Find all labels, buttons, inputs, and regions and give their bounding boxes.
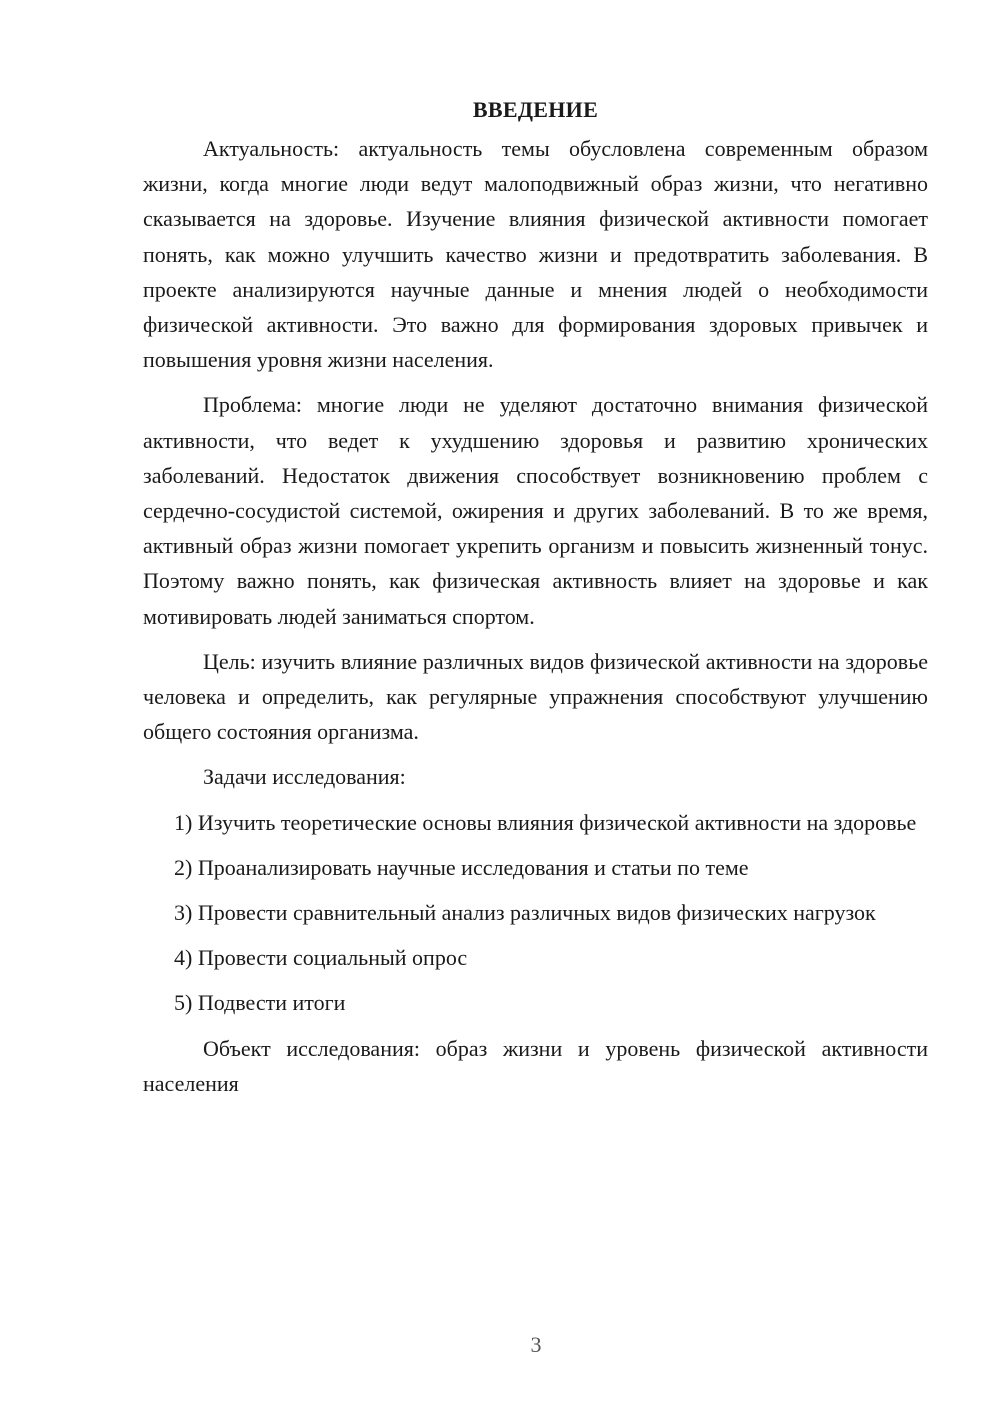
task-item-5: 5) Подвести итоги xyxy=(174,990,346,1016)
tasks-heading: Задачи исследования: xyxy=(203,764,406,790)
relevance-paragraph: Актуальность: актуальность темы обусловлена современным образом жизни, когда многие люди ведут малоподвижный образ жизни, что негативно сказывается на здоровье. Изучение влияния физической активности помогает понять, как можно улучшить качество жизни и предотвратить заболевания. В проекте анализируются научные данные и мнения людей о необходимости физической активности. Это важно для формирования здоровых привычек и повышения уровня жизни населения. xyxy=(143,136,928,373)
task-item-3: 3) Провести сравнительный анализ различных видов физических нагрузок xyxy=(174,900,876,926)
task-item-4: 4) Провести социальный опрос xyxy=(174,945,468,971)
page-title: ВВЕДЕНИЕ xyxy=(472,97,599,122)
page-number: 3 xyxy=(530,1332,542,1357)
goal-paragraph: Цель: изучить влияние различных видов физической активности на здоровье человека и определить, как регулярные упражнения способствуют улучшению общего состояния организма. xyxy=(143,648,928,745)
object-paragraph: Объект исследования: образ жизни и уровень физической активности населения xyxy=(143,1035,928,1096)
problem-paragraph: Проблема: многие люди не уделяют достаточно внимания физической активности, что ведет к ухудшению здоровья и развитию хронических заболеваний. Недостаток движения способствует возникновению проблем с сердечно-сосудистой системой, ожирения и других заболеваний. В то же время, активный образ жизни помогает укрепить организм и повысить жизненный тонус. Поэтому важно понять, как физическая активность влияет на здоровье и как мотивировать людей заниматься спортом. xyxy=(143,392,928,629)
task-item-1: 1) Изучить теоретические основы влияния физической активности на здоровье xyxy=(174,809,917,835)
document-page xyxy=(143,92,928,1111)
task-item-2: 2) Проанализировать научные исследования и статьи по теме xyxy=(174,854,749,880)
